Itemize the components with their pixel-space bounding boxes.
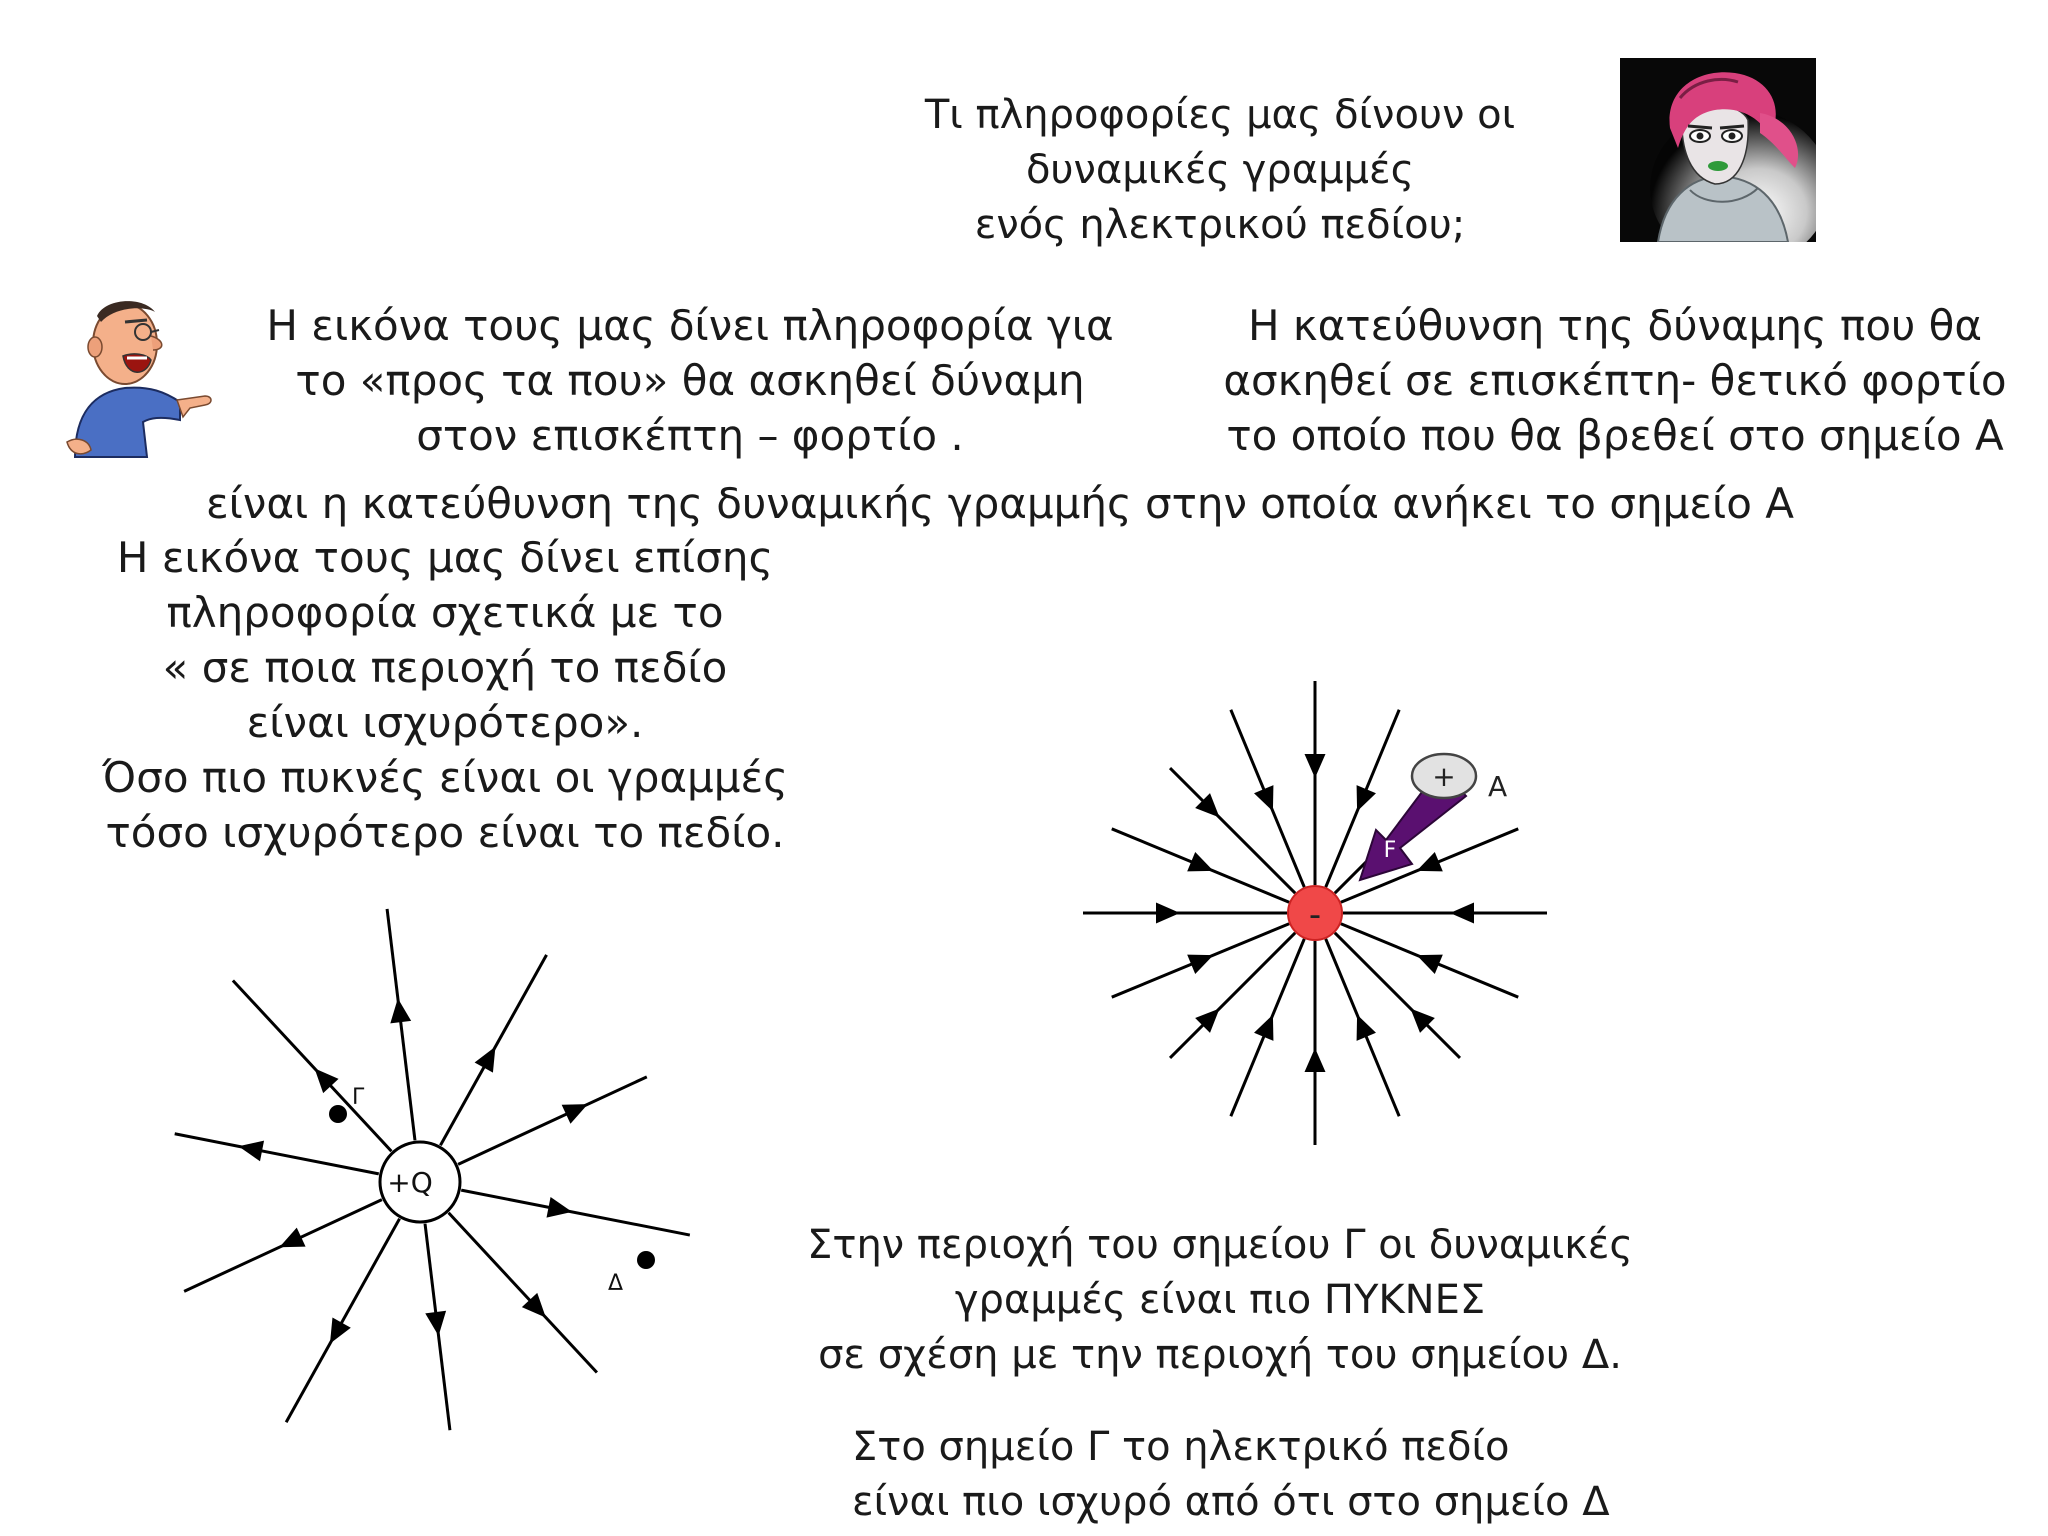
strength-line-5: Όσο πιο πυκνές είναι οι γραμμές (102, 753, 788, 802)
strength-line-1: Η εικόνα τους μας δίνει επίσης (116, 533, 774, 582)
field-line (175, 1134, 379, 1174)
strength-line-6: τόσο ισχυρότερο είναι το πεδίο. (105, 808, 785, 857)
negative-charge-label: - (1308, 895, 1322, 935)
conclusion-line-1: Στο σημείο Γ το ηλεκτρικό πεδίο (852, 1424, 1510, 1470)
strength-line-3: « σε ποια περιοχή το πεδίο (162, 643, 728, 692)
point-a-label: A (1488, 770, 1508, 803)
density-line-3: σε σχέση με την περιοχή του σημείου Δ. (818, 1332, 1622, 1378)
positive-charge-field-diagram (120, 880, 720, 1480)
point-gamma-label: Γ (352, 1085, 365, 1110)
field-arrow (1156, 903, 1180, 924)
field-arrow (1305, 1048, 1326, 1072)
force-line-3: το οποίο που θα βρεθεί στο σημείο Α (1226, 411, 2004, 460)
force-label: F (1383, 838, 1397, 863)
field-arrow (1305, 754, 1326, 778)
girl-portrait-icon (1620, 58, 1816, 242)
force-line-1: Η κατεύθυνση της δύναμης που θα (1247, 301, 1983, 350)
direction-line-3: στον επισκέπτη – φορτίο . (416, 411, 964, 460)
title-line-3: ενός ηλεκτρικού πεδίου; (974, 202, 1466, 248)
field-arrow (547, 1197, 573, 1218)
man-pointing-icon (55, 292, 215, 462)
force-line-4: είναι η κατεύθυνση της δυναμικής γραμμής στην οποία ανήκει το σημείο Α (205, 479, 1795, 528)
negative-charge-field-diagram (1070, 670, 1590, 1150)
title-line-1: Τι πληροφορίες μας δίνουν οι (924, 92, 1516, 138)
field-arrow (1450, 903, 1474, 924)
field-arrow (238, 1141, 264, 1162)
field-line (458, 1077, 647, 1164)
title-line-2: δυναμικές γραμμές (1025, 147, 1415, 193)
positive-charge-label: +Q (387, 1166, 433, 1199)
strength-line-2: πληροφορία σχετικά με το (166, 588, 724, 637)
strength-line-4: είναι ισχυρότερο». (246, 698, 644, 747)
field-arrow (330, 1318, 351, 1344)
field-arrow (425, 1311, 446, 1336)
field-line (1170, 933, 1295, 1058)
field-line (233, 980, 392, 1151)
field-line (461, 1190, 690, 1235)
paragraph-conclusion (852, 1420, 1752, 1530)
test-charge-label: + (1432, 760, 1456, 793)
field-line (286, 1219, 399, 1423)
page-title (860, 88, 1580, 253)
point-delta (637, 1251, 655, 1269)
field-line (1335, 933, 1460, 1058)
field-line (449, 1213, 597, 1373)
point-delta-label: Δ (608, 1271, 624, 1296)
force-line-4-wrap (150, 476, 1850, 531)
field-arrow (475, 1047, 496, 1073)
point-gamma (329, 1105, 347, 1123)
paragraph-force-direction (1185, 298, 2045, 463)
direction-line-2: το «προς τα που» θα ασκηθεί δύναμη (295, 356, 1085, 405)
density-line-1: Στην περιοχή του σημείου Γ οι δυναμικές (807, 1222, 1633, 1268)
field-line (1170, 768, 1295, 893)
paragraph-direction-info (240, 298, 1140, 463)
paragraph-density (770, 1218, 1670, 1383)
direction-line-1: Η εικόνα τους μας δίνει πληροφορία για (266, 301, 1114, 350)
density-line-2: γραμμές είναι πιο ΠΥΚΝΕΣ (954, 1277, 1486, 1323)
field-arrow (390, 998, 411, 1023)
force-line-2: ασκηθεί σε επισκέπτη- θετικό φορτίο (1223, 356, 2007, 405)
field-line (387, 909, 415, 1140)
conclusion-line-2: είναι πιο ισχυρό από ότι στο σημείο Δ (852, 1479, 1610, 1525)
paragraph-field-strength (40, 530, 850, 860)
